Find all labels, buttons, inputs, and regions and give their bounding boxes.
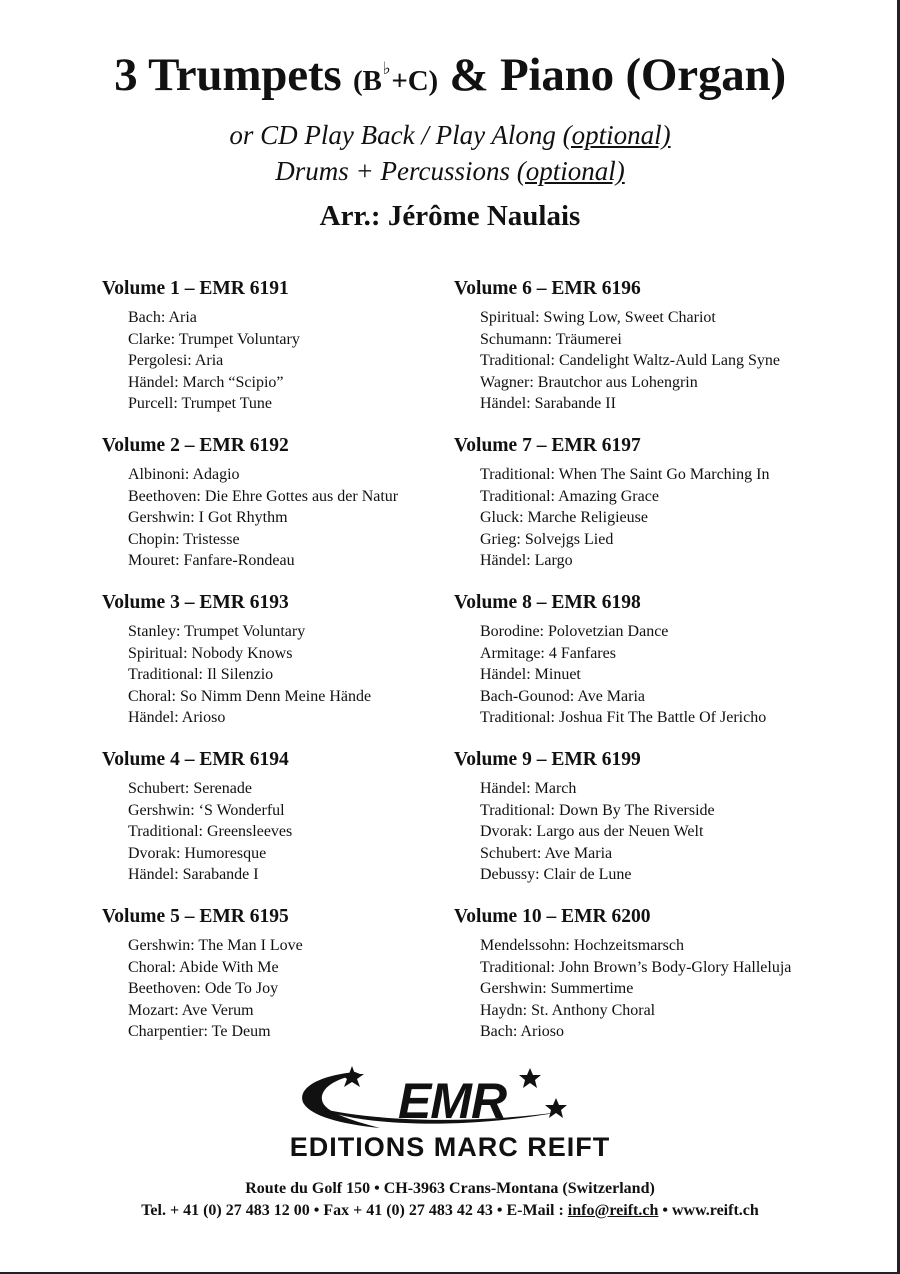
volume-title: Volume 3 – EMR 6193 — [102, 592, 289, 613]
piece: Stanley: Trumpet Voluntary — [128, 623, 306, 640]
subtitle-drums-text: Drums + Percussions — [275, 156, 517, 186]
piece: Chopin: Tristesse — [128, 530, 240, 548]
email-link[interactable]: info@reift.ch — [567, 1202, 659, 1219]
title-key-c: +C) — [391, 65, 438, 97]
volume-title: Volume 10 – EMR 6200 — [454, 906, 651, 927]
volume-2 — [102, 435, 502, 592]
title-main: 3 Trumpets — [114, 49, 342, 101]
piece: Armitage: 4 Fanfares — [480, 644, 616, 662]
piece: Gershwin: ‘S Wonderful — [128, 801, 285, 819]
piece: Schubert: Serenade — [128, 780, 252, 797]
contact-website: • www.reift.ch — [658, 1202, 759, 1219]
piece: Gluck: Marche Religieuse — [480, 509, 648, 527]
piece: Traditional: John Brown’s Body-Glory Halleluja — [480, 958, 792, 976]
volumes-right-column — [454, 278, 854, 1063]
piece: Borodine: Polovetzian Dance — [480, 623, 669, 640]
subtitle-drums-optional: (optional) — [516, 156, 625, 186]
volume-9 — [454, 749, 854, 906]
subtitle-cd-text: or CD Play Back / Play Along — [229, 120, 563, 150]
piece: Händel: Arioso — [128, 709, 226, 727]
volume-title: Volume 1 – EMR 6191 — [102, 278, 289, 299]
piece: Charpentier: Te Deum — [128, 1023, 271, 1041]
piece: Traditional: Down By The Riverside — [480, 801, 715, 819]
piece: Händel: Sarabande I — [128, 866, 259, 884]
emr-mark: EMR — [397, 1073, 507, 1129]
volume-title: Volume 2 – EMR 6192 — [102, 435, 289, 456]
volume-4 — [102, 749, 502, 906]
title-instrument-keys — [352, 59, 438, 97]
piece: Traditional: Il Silenzio — [128, 666, 274, 684]
piece: Mouret: Fanfare-Rondeau — [128, 552, 295, 570]
piece: Traditional: Greensleeves — [128, 823, 293, 841]
volume-title: Volume 9 – EMR 6199 — [454, 749, 641, 770]
piece: Traditional: Amazing Grace — [480, 487, 659, 505]
publisher-name: EDITIONS MARC REIFT — [289, 1132, 611, 1162]
piece: Albinoni: Adagio — [128, 466, 240, 483]
piece: Traditional: Candelight Waltz-Auld Lang Syne — [480, 352, 781, 370]
piece: Beethoven: Die Ehre Gottes aus der Natur — [128, 487, 399, 505]
piece: Gershwin: Summertime — [480, 980, 634, 998]
piece: Debussy: Clair de Lune — [480, 866, 632, 884]
subtitle-cd-optional: (optional) — [562, 120, 671, 150]
piece: Beethoven: Ode To Joy — [128, 980, 279, 998]
piece: Wagner: Brautchor aus Lohengrin — [480, 373, 698, 391]
star-icon — [545, 1098, 567, 1118]
volume-3 — [102, 592, 502, 749]
volume-7 — [454, 435, 854, 592]
title-rest: & Piano (Organ) — [449, 49, 786, 101]
emr-logo-graphic — [0, 1062, 900, 1162]
publisher-contact — [0, 1202, 900, 1220]
volume-title: Volume 6 – EMR 6196 — [454, 278, 641, 299]
piece: Choral: Abide With Me — [128, 958, 279, 976]
piece: Grieg: Solvejgs Lied — [480, 530, 614, 548]
volume-title: Volume 4 – EMR 6194 — [102, 749, 289, 770]
piece: Dvorak: Largo aus der Neuen Welt — [480, 823, 704, 841]
piece: Gershwin: The Man I Love — [128, 937, 303, 954]
volume-5 — [102, 906, 502, 1063]
contact-phone-fax: Tel. + 41 (0) 27 483 12 00 • Fax + 41 (0) 27 483 42 43 • E-Mail : — [141, 1202, 568, 1219]
volume-8 — [454, 592, 854, 749]
piece: Purcell: Trumpet Tune — [128, 395, 273, 413]
piece: Spiritual: Swing Low, Sweet Chariot — [480, 309, 716, 326]
piece: Bach-Gounod: Ave Maria — [480, 687, 645, 705]
piece: Händel: Largo — [480, 552, 573, 570]
volume-title: Volume 8 – EMR 6198 — [454, 592, 641, 613]
piece: Traditional: When The Saint Go Marching In — [480, 466, 770, 483]
subtitle-drums — [0, 156, 900, 187]
piece: Schubert: Ave Maria — [480, 844, 613, 862]
piece: Händel: Minuet — [480, 666, 581, 684]
piece: Händel: Sarabande II — [480, 395, 616, 413]
volume-title: Volume 5 – EMR 6195 — [102, 906, 289, 927]
emr-logo — [0, 1062, 900, 1162]
piece: Pergolesi: Aria — [128, 352, 224, 370]
piece: Bach: Arioso — [480, 1023, 564, 1041]
volume-10 — [454, 906, 854, 1063]
title-key-b: (B — [352, 65, 382, 97]
page-title — [0, 48, 900, 102]
piece: Händel: March — [480, 780, 577, 797]
volume-title: Volume 7 – EMR 6197 — [454, 435, 641, 456]
arranger: Arr.: Jérôme Naulais — [319, 200, 581, 232]
piece: Choral: So Nimm Denn Meine Hände — [128, 687, 372, 705]
piece: Bach: Aria — [128, 309, 197, 326]
star-icon — [519, 1068, 541, 1088]
piece: Spiritual: Nobody Knows — [128, 644, 293, 662]
piece: Mendelssohn: Hochzeitsmarsch — [480, 937, 684, 954]
piece: Dvorak: Humoresque — [128, 844, 267, 862]
piece: Traditional: Joshua Fit The Battle Of Jericho — [480, 709, 767, 727]
star-icon — [340, 1066, 364, 1087]
flat-sign: ♭ — [382, 59, 391, 78]
publisher-address: Route du Golf 150 • CH-3963 Crans-Montana (Switzerland) — [245, 1180, 655, 1197]
piece: Clarke: Trumpet Voluntary — [128, 330, 300, 348]
piece: Mozart: Ave Verum — [128, 1001, 254, 1019]
volume-1 — [102, 278, 502, 435]
piece: Haydn: St. Anthony Choral — [480, 1001, 656, 1019]
piece: Händel: March “Scipio” — [128, 373, 284, 391]
piece: Gershwin: I Got Rhythm — [128, 509, 288, 527]
piece: Schumann: Träumerei — [480, 330, 622, 348]
volume-6 — [454, 278, 854, 435]
subtitle-cd — [0, 120, 900, 151]
volumes-left-column — [102, 278, 502, 1063]
